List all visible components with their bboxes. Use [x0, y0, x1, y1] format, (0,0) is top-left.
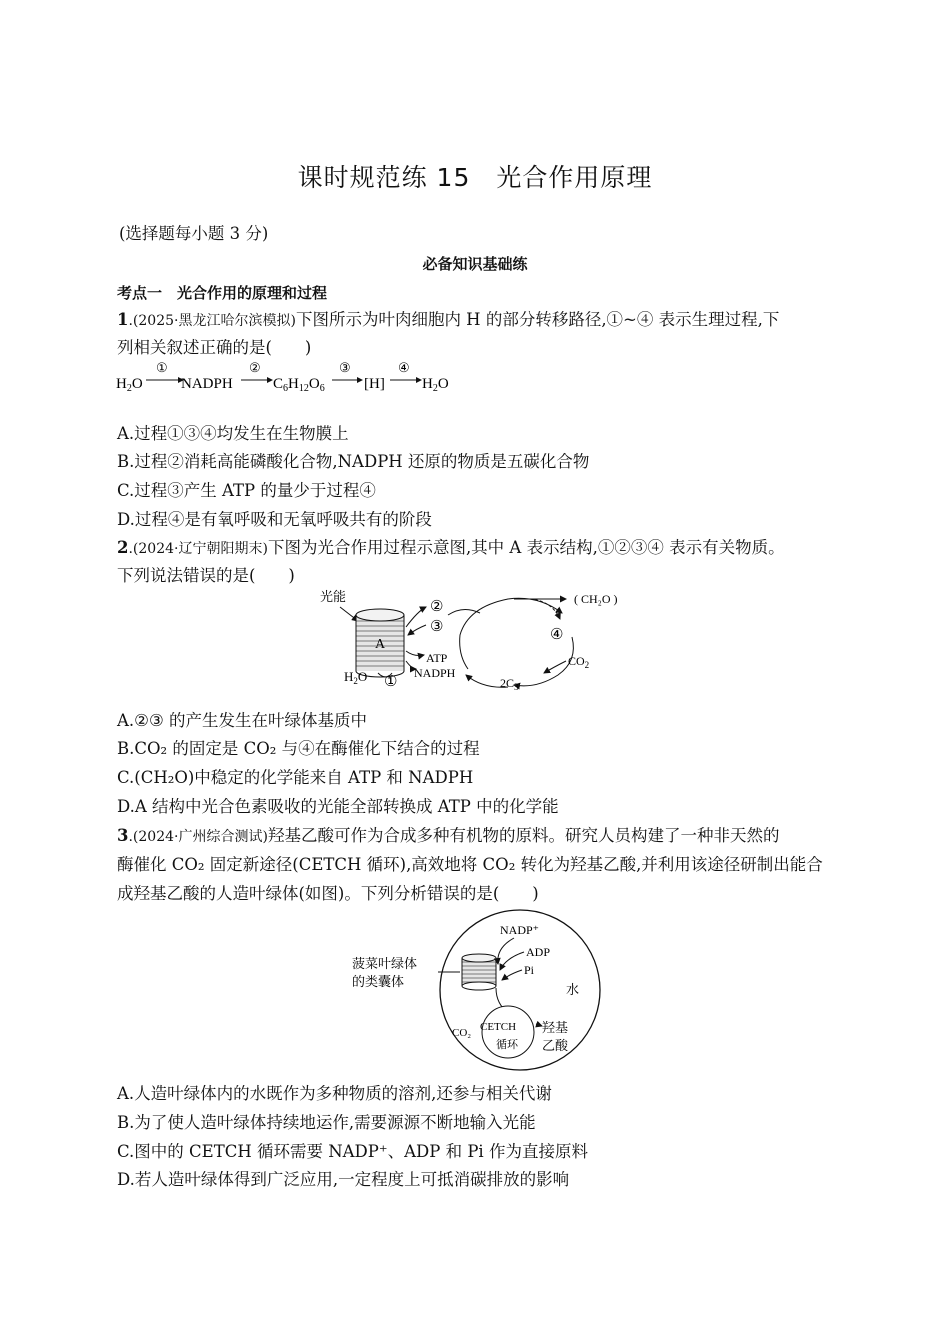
q2-option-a[interactable]: A.②③ 的产生发生在叶绿体基质中: [117, 711, 367, 730]
q3-co2: CO₂: [452, 1027, 472, 1039]
q2-light-energy: 光能: [320, 589, 347, 604]
q1-arrowhead-3: [357, 377, 363, 383]
q2-source: .(2024·辽宁朝阳期末): [128, 541, 268, 557]
q2-number: 2: [117, 538, 129, 557]
q2-atp: ATP: [426, 651, 448, 665]
q1-process-1: ①: [156, 360, 168, 375]
q1-option-d[interactable]: D.过程④是有氧呼吸和无氧呼吸共有的阶段: [117, 510, 432, 529]
q2-text: 下图为光合作用过程示意图,其中 A 表示结构,①②③④ 表示有关物质。: [267, 538, 785, 557]
q3-product-line1: 羟基: [542, 1020, 569, 1035]
q2-circle-4: ④: [550, 627, 564, 643]
q2-option-c[interactable]: C.(CH₂O)中稳定的化学能来自 ATP 和 NADPH: [117, 768, 474, 787]
q3-cetch: CETCH: [480, 1021, 517, 1033]
q1-stem-line1: [117, 310, 779, 331]
topic-heading: 考点一 光合作用的原理和过程: [117, 284, 328, 302]
q1-option-b[interactable]: B.过程②消耗高能磷酸化合物,NADPH 还原的物质是五碳化合物: [117, 452, 590, 471]
q2-nadph: NADPH: [414, 666, 456, 680]
q2-atp-arrow: [406, 651, 424, 656]
q2-calvin-cycle-upper: [460, 598, 562, 669]
q2-stem-line1: [117, 538, 785, 559]
q1-water-end: $H_2O$: [422, 376, 449, 394]
q1-option-c[interactable]: C.过程③产生 ATP 的量少于过程④: [117, 481, 376, 500]
q2-2c3: $2C_3$: [500, 676, 519, 692]
q1-option-a[interactable]: A.过程①③④均发生在生物膜上: [117, 424, 349, 443]
q3-option-d[interactable]: D.若人造叶绿体得到广泛应用,一定程度上可抵消碳排放的影响: [117, 1170, 570, 1189]
q3-option-c[interactable]: C.图中的 CETCH 循环需要 NADP⁺、ADP 和 Pi 作为直接原料: [117, 1142, 588, 1161]
q1-process-3: ③: [339, 360, 351, 375]
q1-source: .(2025·黑龙江哈尔滨模拟): [128, 313, 296, 329]
q3-nadp: NADP⁺: [500, 923, 540, 937]
q3-stem-line2: 酶催化 CO₂ 固定新途径(CETCH 循环),高效地将 CO₂ 转化为羟基乙酸,并利用该途径研制出能合: [117, 855, 823, 874]
q1-nadh: [H]: [364, 376, 385, 392]
q3-artificial-chloroplast-diagram: [346, 908, 608, 1072]
q2-photosynthesis-diagram: [318, 585, 638, 695]
q2-arrow-2: [406, 607, 426, 627]
q1-process-4: ④: [398, 360, 410, 375]
q2-light-arrow: [340, 607, 358, 621]
section-heading: 必备知识基础练: [422, 255, 528, 273]
q2-co2: $CO_2$: [568, 654, 590, 670]
q1-stem-line2: 列相关叙述正确的是( ): [117, 338, 312, 357]
q3-stem-line1: [117, 826, 779, 847]
q2-ch2o: ( CH₂O ): [574, 592, 618, 606]
q1-number: 1: [117, 310, 129, 329]
q2-option-b[interactable]: B.CO₂ 的固定是 CO₂ 与④在酶催化下结合的过程: [117, 739, 480, 758]
q1-pathway-diagram: [114, 358, 474, 398]
q3-pi: Pi: [524, 963, 535, 977]
q1-water-start: $H_2O$: [116, 376, 143, 394]
q1-process-2: ②: [249, 360, 261, 375]
q2-arrow-3: [408, 625, 426, 635]
q3-stem-line3: 成羟基乙酸的人造叶绿体(如图)。下列分析错误的是( ): [117, 884, 539, 903]
q3-water: 水: [566, 982, 580, 997]
q3-adp: ADP: [526, 945, 551, 959]
q1-glucose: $C_6H_{12}O_6$: [273, 376, 325, 394]
q2-stem-line2: 下列说法错误的是( ): [117, 566, 295, 585]
q2-option-d[interactable]: D.A 结构中光合色素吸收的光能全部转换成 ATP 中的化学能: [117, 797, 559, 816]
q3-label-line1: 菠菜叶绿体: [352, 956, 418, 971]
q3-label-line2: 的类囊体: [352, 974, 405, 989]
score-note: (选择题每小题 3 分): [119, 224, 269, 243]
q3-source: .(2024·广州综合测试): [128, 829, 268, 845]
q1-nadph: NADPH: [181, 376, 233, 392]
q3-thylakoid-stack: [462, 954, 496, 990]
q3-option-a[interactable]: A.人造叶绿体内的水既作为多种物质的溶剂,还参与相关代谢: [117, 1084, 552, 1103]
q3-product-line2: 乙酸: [542, 1038, 569, 1053]
q2-circle-3: ③: [430, 619, 444, 635]
q3-text: 羟基乙酸可作为合成多种有机物的原料。研究人员构建了一种非天然的: [267, 826, 780, 845]
q2-water-label: $H_2O$: [344, 669, 368, 686]
q3-cycle: 循环: [496, 1039, 518, 1051]
page-title: 课时规范练 15 光合作用原理: [297, 163, 653, 192]
q2-circle-2: ②: [430, 599, 444, 615]
q3-option-b[interactable]: B.为了使人造叶绿体持续地运作,需要源源不断地输入光能: [117, 1113, 536, 1132]
q3-number: 3: [117, 826, 129, 845]
q2-circle-1: ①: [384, 674, 398, 690]
q2-structure-a-label: A: [375, 637, 386, 652]
q1-text: 下图所示为叶肉细胞内 H 的部分转移路径,①~④ 表示生理过程,下: [295, 310, 780, 329]
